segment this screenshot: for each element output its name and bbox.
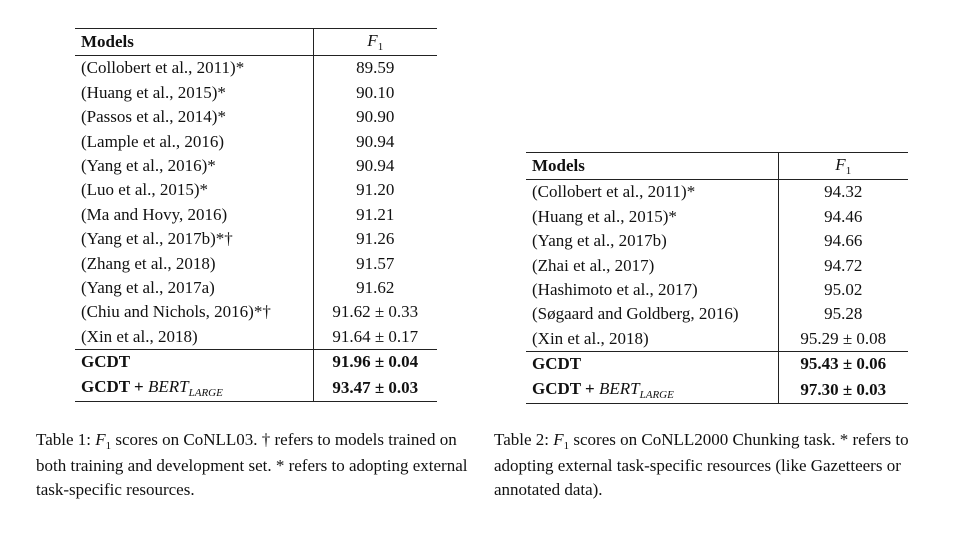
table-row	[526, 327, 908, 352]
caption-text: scores on CoNLL03. † refers to models trained on both training and development set. * refers to adopting external task-specific resources.	[36, 430, 468, 499]
f1-subscript: 1	[845, 165, 852, 177]
gcdt-rows	[526, 352, 908, 404]
models-column-header: Models	[75, 29, 313, 56]
f1-cell: 94.66	[824, 231, 863, 251]
model-cell: GCDT	[75, 350, 313, 375]
model-cell: (Søgaard and Goldberg, 2016)	[526, 302, 778, 326]
model-cell: (Yang et al., 2017a)	[75, 276, 313, 300]
model-cell: (Lample et al., 2016)	[75, 130, 313, 154]
caption-text: scores on CoNLL2000 Chunking task. * refers to adopting external task-specific resources (like Gazetteers or annotated data).	[494, 430, 909, 499]
f1-symbol: F	[367, 31, 378, 50]
f1-column-header	[313, 29, 437, 56]
caption-f-subscript: 1	[563, 440, 570, 452]
model-cell: (Xin et al., 2018)	[75, 325, 313, 350]
caption-f-symbol: F	[95, 430, 106, 449]
f1-cell: 94.32	[824, 182, 863, 202]
table-row-gcdt-bert	[526, 377, 908, 404]
table-row	[526, 180, 908, 205]
model-cell: (Xin et al., 2018)	[526, 327, 778, 352]
model-cell: (Ma and Hovy, 2016)	[75, 203, 313, 227]
table-row-gcdt-bert	[75, 375, 437, 402]
f1-cell: 93.47 ± 0.03	[332, 377, 419, 397]
table-row	[526, 254, 908, 278]
bert-subscript: LARGE	[639, 388, 674, 401]
f1-cell: 91.21	[356, 204, 395, 224]
table-row	[75, 105, 437, 129]
table-row	[526, 229, 908, 253]
table-row	[75, 203, 437, 227]
model-cell: (Collobert et al., 2011)*	[526, 180, 778, 205]
f1-cell: 91.62 ± 0.33	[332, 302, 419, 322]
f1-cell: 91.62	[356, 278, 395, 298]
model-cell: (Yang et al., 2017b)*†	[75, 227, 313, 251]
model-cell: (Hashimoto et al., 2017)	[526, 278, 778, 302]
table-row	[75, 252, 437, 276]
f1-subscript: 1	[377, 41, 384, 53]
f1-cell: 91.26	[356, 229, 395, 249]
table-header-row	[526, 153, 908, 180]
table-row	[75, 276, 437, 300]
f1-cell: 95.43 ± 0.06	[778, 352, 908, 377]
table-row	[75, 227, 437, 251]
table-1-caption	[36, 428, 476, 502]
bert-subscript: LARGE	[188, 386, 223, 399]
caption-f-subscript: 1	[105, 440, 112, 452]
f1-symbol: F	[835, 155, 846, 174]
model-cell: (Huang et al., 2015)*	[526, 205, 778, 229]
f1-cell: 89.59	[356, 58, 395, 78]
model-cell: (Chiu and Nichols, 2016)*†	[75, 300, 313, 324]
bert-label: BERT	[148, 376, 189, 396]
f1-cell: 91.64 ± 0.17	[332, 326, 419, 346]
f1-cell: 90.94	[356, 156, 395, 176]
f1-cell: 90.94	[356, 131, 395, 151]
model-cell: (Passos et al., 2014)*	[75, 105, 313, 129]
f1-cell: 91.20	[356, 180, 395, 200]
table-row	[75, 154, 437, 178]
table-row	[75, 56, 437, 81]
table-row-gcdt	[75, 350, 437, 375]
f1-cell: 90.10	[356, 82, 395, 102]
table-row	[526, 278, 908, 302]
table-row	[75, 178, 437, 202]
model-cell: (Zhang et al., 2018)	[75, 252, 313, 276]
caption-f-symbol: F	[553, 430, 564, 449]
table-row	[75, 81, 437, 105]
f1-cell: 94.72	[824, 255, 863, 275]
f1-cell: 90.90	[356, 107, 395, 127]
gcdt-rows	[75, 350, 437, 402]
f1-cell: 95.28	[824, 304, 863, 324]
f1-cell: 91.96 ± 0.04	[313, 350, 437, 375]
model-prefix: GCDT +	[532, 378, 599, 398]
f1-cell: 91.57	[356, 253, 395, 273]
f1-cell: 97.30 ± 0.03	[800, 379, 887, 399]
baseline-rows	[526, 180, 908, 352]
model-cell	[75, 375, 313, 402]
model-cell	[526, 377, 778, 404]
table-row-gcdt	[526, 352, 908, 377]
model-cell: (Luo et al., 2015)*	[75, 178, 313, 202]
conll03-results-table	[75, 28, 437, 402]
model-prefix: GCDT +	[81, 376, 148, 396]
table-row	[526, 302, 908, 326]
baseline-rows	[75, 56, 437, 350]
models-column-header: Models	[526, 153, 778, 180]
model-cell: (Yang et al., 2016)*	[75, 154, 313, 178]
caption-label: Table 2:	[494, 430, 554, 449]
model-cell: GCDT	[526, 352, 778, 377]
model-cell: (Zhai et al., 2017)	[526, 254, 778, 278]
model-cell: (Huang et al., 2015)*	[75, 81, 313, 105]
caption-label: Table 1:	[36, 430, 96, 449]
conll2000-results-table	[526, 152, 908, 404]
model-cell: (Yang et al., 2017b)	[526, 229, 778, 253]
table-row	[526, 205, 908, 229]
table-row	[75, 325, 437, 350]
table-header-row	[75, 29, 437, 56]
table-2-caption	[494, 428, 944, 502]
model-cell: (Collobert et al., 2011)*	[75, 56, 313, 81]
bert-label: BERT	[599, 378, 640, 398]
table-row	[75, 130, 437, 154]
table-row	[75, 300, 437, 324]
f1-cell: 95.02	[824, 280, 863, 300]
f1-cell: 94.46	[824, 206, 863, 226]
f1-column-header	[778, 153, 908, 180]
f1-cell: 95.29 ± 0.08	[800, 328, 887, 348]
